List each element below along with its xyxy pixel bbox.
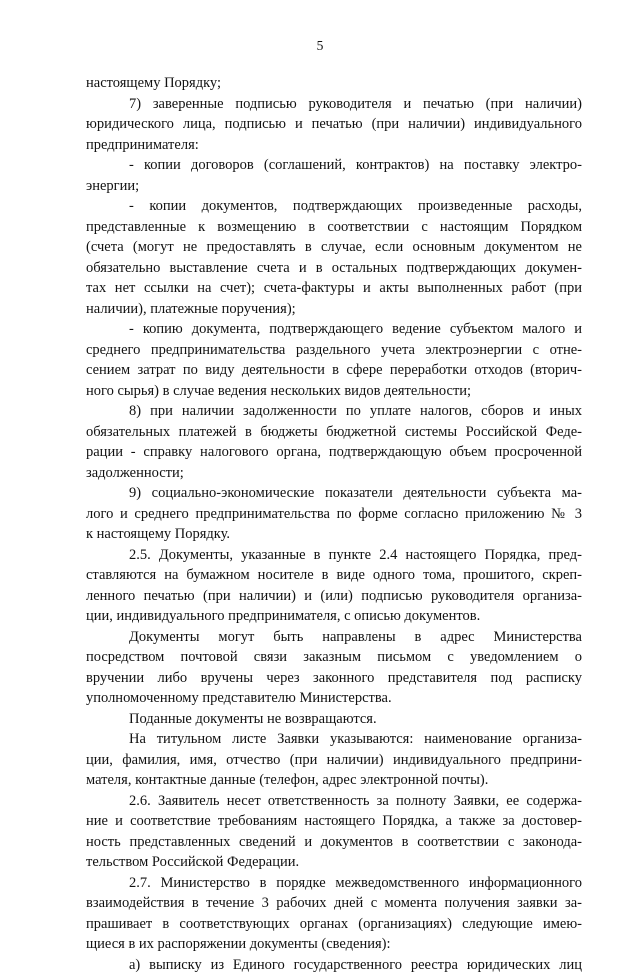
text-line: - копии документов, подтверждающих произведенные расходы, <box>86 196 582 217</box>
text-line: предпринимателя: <box>86 135 582 156</box>
text-line: 9) социально-экономические показатели деятельности субъекта ма- <box>86 483 582 504</box>
text-line: 2.5. Документы, указанные в пункте 2.4 настоящего Порядка, пред- <box>86 545 582 566</box>
text-line: щиеся в их распоряжении документы (сведения): <box>86 934 582 955</box>
text-line: к настоящему Порядку. <box>86 524 582 545</box>
text-line: лого и среднего предпринимательства по форме согласно приложению № 3 <box>86 504 582 525</box>
text-line: ного сырья) в случае ведения нескольких видов деятельности; <box>86 381 582 402</box>
text-line: представленные к возмещению в соответствии с настоящим Порядком <box>86 217 582 238</box>
text-line: рации - справку налогового органа, подтверждающую объем просроченной <box>86 442 582 463</box>
text-line: прашивает в соответствующих органах (организациях) следующие имею- <box>86 914 582 935</box>
text-line: обязательно выставление счета и в остальных подтверждающих докумен- <box>86 258 582 279</box>
text-line: ность представленных сведений и документов в соответствии с законода- <box>86 832 582 853</box>
text-line: вручении либо вручены через законного представителя под расписку <box>86 668 582 689</box>
text-line: посредством почтовой связи заказным письмом с уведомлением о <box>86 647 582 668</box>
text-line: На титульном листе Заявки указываются: наименование организа- <box>86 729 582 750</box>
text-line: тельством Российской Федерации. <box>86 852 582 873</box>
text-line: наличии), платежные поручения); <box>86 299 582 320</box>
text-line: ленного печатью (при наличии) и (или) подписью руководителя организа- <box>86 586 582 607</box>
text-line: 8) при наличии задолженности по уплате налогов, сборов и иных <box>86 401 582 422</box>
text-line: уполномоченному представителю Министерства. <box>86 688 582 709</box>
text-line: настоящему Порядку; <box>86 73 582 94</box>
text-line: а) выписку из Единого государственного реестра юридических лиц <box>86 955 582 975</box>
text-line: энергии; <box>86 176 582 197</box>
text-line: взаимодействия в течение 3 рабочих дней с момента получения заявки за- <box>86 893 582 914</box>
text-line: ние и соответствие требованиям настоящего Порядка, а также за достовер- <box>86 811 582 832</box>
text-line: мателя, контактные данные (телефон, адрес электронной почты). <box>86 770 582 791</box>
text-line: 2.6. Заявитель несет ответственность за полноту Заявки, ее содержа- <box>86 791 582 812</box>
text-line: - копию документа, подтверждающего ведение субъектом малого и <box>86 319 582 340</box>
text-line: (счета (могут не предоставлять в случае, если основным документом не <box>86 237 582 258</box>
text-line: - копии договоров (соглашений, контрактов) на поставку электро- <box>86 155 582 176</box>
text-line: ставляются на бумажном носителе в виде одного тома, прошитого, скреп- <box>86 565 582 586</box>
text-line: 7) заверенные подписью руководителя и печатью (при наличии) <box>86 94 582 115</box>
page-number: 5 <box>0 38 640 54</box>
text-line: юридического лица, подписью и печатью (при наличии) индивидуального <box>86 114 582 135</box>
text-line: среднего предпринимательства раздельного учета электроэнергии с отне- <box>86 340 582 361</box>
text-line: Поданные документы не возвращаются. <box>86 709 582 730</box>
text-line: ции, фамилия, имя, отчество (при наличии) индивидуального предприни- <box>86 750 582 771</box>
text-line: обязательных платежей в бюджеты бюджетной системы Российской Феде- <box>86 422 582 443</box>
text-line: ции, индивидуального предпринимателя, с описью документов. <box>86 606 582 627</box>
text-line: задолженности; <box>86 463 582 484</box>
text-line: тах нет ссылки на счет); счета-фактуры и акты выполненных работ (при <box>86 278 582 299</box>
document-body <box>86 73 582 975</box>
text-line: Документы могут быть направлены в адрес Министерства <box>86 627 582 648</box>
text-line: 2.7. Министерство в порядке межведомственного информационного <box>86 873 582 894</box>
text-line: сением затрат по виду деятельности в сфере переработки отходов (вторич- <box>86 360 582 381</box>
